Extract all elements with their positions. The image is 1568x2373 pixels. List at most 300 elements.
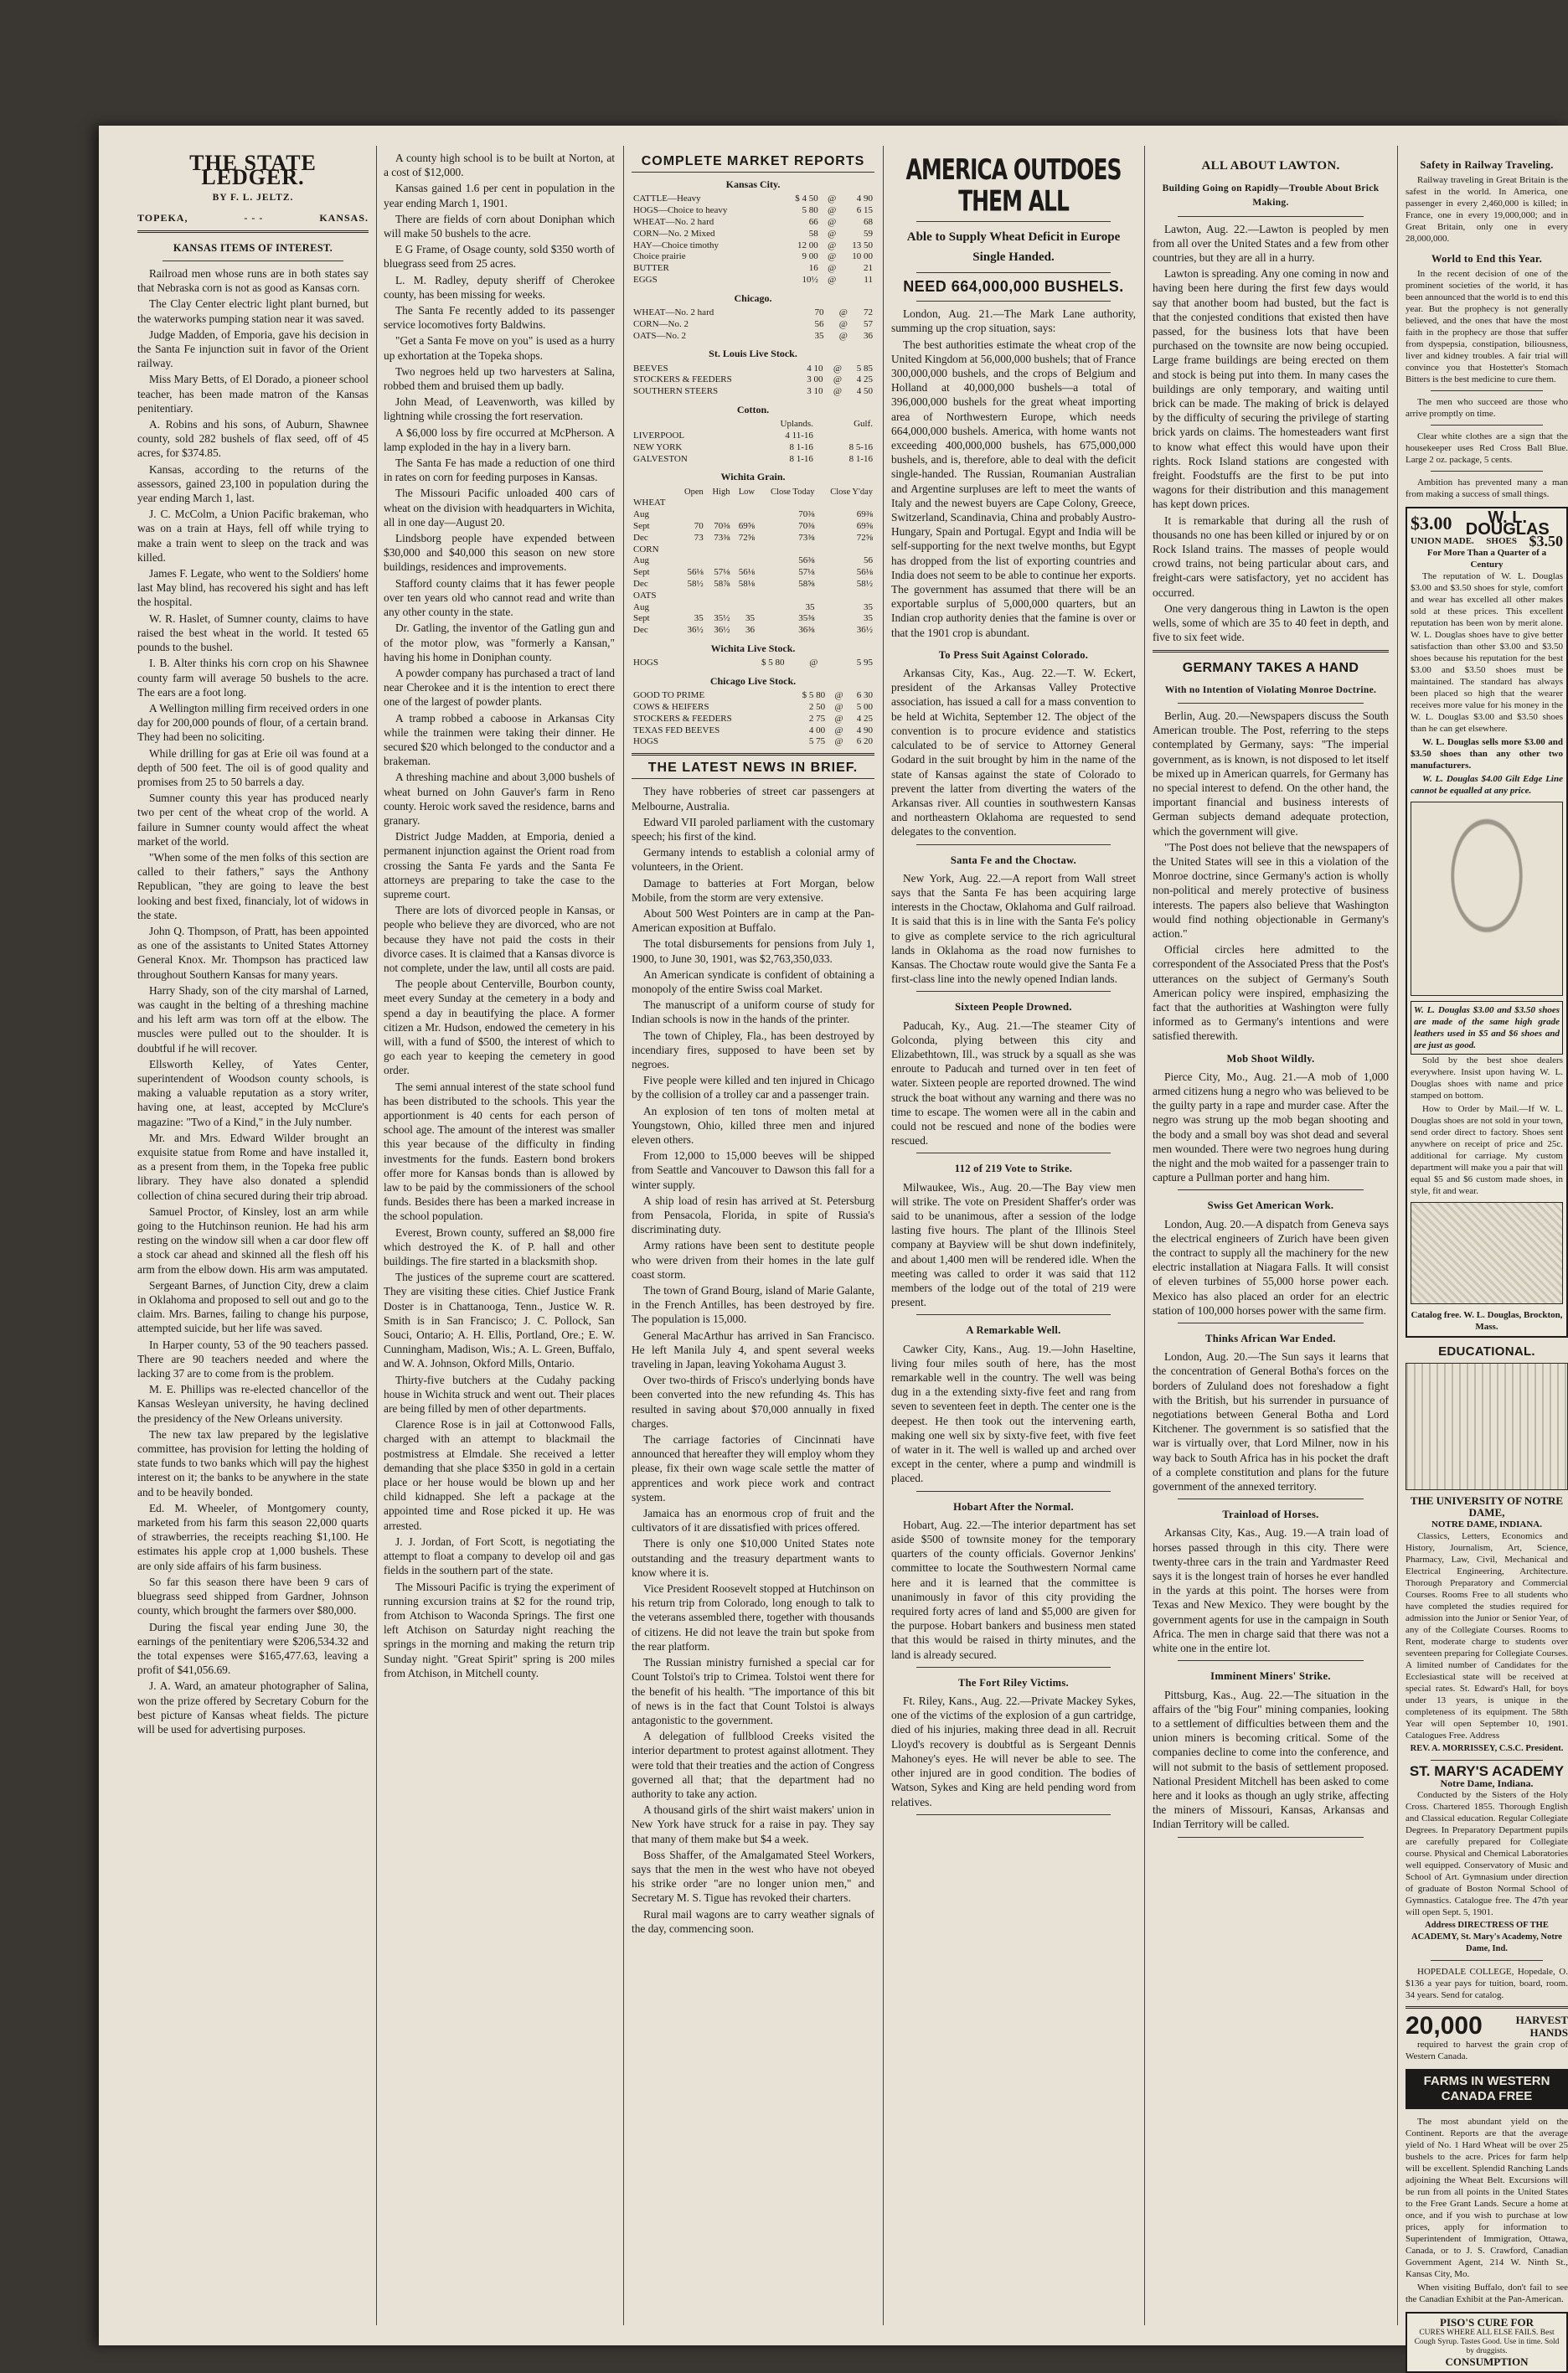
harvest-words xyxy=(1516,2014,1568,2039)
grain-cell: 36⅜ xyxy=(798,625,815,636)
market-cell: 8 5-16 xyxy=(848,441,873,452)
kansas-item: So far this season there have been 9 cars of bluegrass seed shipped from Gardner, Johnson county, which brought the farmers over $80,000. xyxy=(137,1575,369,1617)
story-paragraph: Milwaukee, Wis., Aug. 20.—The Bay view men will strike. The vote on President Shaffer's order was said to be unanimous, after a session of the lodge lasting five hours. The plant of the Illinois Steel company at Bayview will be shut down indefinitely, and about 1,400 men will be rendered idle. When the meeting was called to order it was said that 112 members of the lodge out of the total of 219 were present. xyxy=(891,1180,1136,1309)
column-rule xyxy=(883,146,884,2325)
market-row xyxy=(632,275,874,286)
kansas-item: J. A. Ward, an amateur photographer of Salina, won the prize offered by Secretary Coburn for the best picture of Kansas wheat fields. The picture will be used for advertising purposes. xyxy=(137,1679,369,1736)
market-cell: 21 xyxy=(864,263,873,274)
market-row xyxy=(632,229,874,240)
news-item: There is only one $10,000 United States note outstanding and the treasury department wants to know where it is. xyxy=(632,1537,874,1579)
succeed-text: The men who succeed are those who arrive promptly on time. xyxy=(1406,397,1568,419)
market-cell: @ xyxy=(828,251,837,262)
story-paragraph: "The Post does not believe that the newspapers of the United States will see in this a violation of the Monroe doctrine, since Germany's action is wholly non-political and merely protective of business interests. The papers also believe that Washington would find nothing objectionable in Germany's action." xyxy=(1153,840,1389,940)
grain-cell: 58⅝ xyxy=(798,578,815,589)
grain-table-header xyxy=(632,487,874,498)
news-item: A delegation of fullblood Creeks visited the interior department to protest against allotment. They were told that their treaties and the action of Congress governed all that; that the department had no authority to take any action. xyxy=(632,1730,874,1800)
douglas-shoes: SHOES xyxy=(1486,536,1517,546)
story-paragraph: Pittsburg, Kas., Aug. 22.—The situation in the affairs of the "big Four" mining companies, looking to a settlement of difficulties between them and the union miners is becoming critical. Some of the companies decline to come into the conference, and will not submit to the basis of settlement proposed. National President Mitchell has been asked to come here and it looks as though an ugly strike, affecting the miners of Missouri, Kansas, Arkansas and Indian Territory will be called. xyxy=(1153,1688,1389,1831)
kansas-item: Railroad men whose runs are in both states say that Nebraska corn is not as good as Kansas corn. xyxy=(137,267,369,295)
market-cell: 4 90 xyxy=(856,193,873,204)
column-rule xyxy=(623,146,624,2325)
kansas-item: Samuel Proctor, of Kinsley, lost an arm while going to the Hutchinson reunion. He had his arm resting on the window sill when a car door flew off a stock car ahead and skinned all the flesh off his arm from the elbow down. His arm was amputated. xyxy=(137,1205,369,1276)
market-cell: 6 30 xyxy=(856,690,873,701)
divider xyxy=(1431,390,1543,391)
divider xyxy=(632,753,874,756)
grain-cell: 35 xyxy=(864,601,873,612)
news-item: From 12,000 to 15,000 beeves will be shipped from Seattle and Vancouver to Dawson this fall for a winter supply. xyxy=(632,1149,874,1191)
market-cell: CORN—No. 2 Mixed xyxy=(633,228,715,239)
masthead-state: KANSAS. xyxy=(319,211,369,224)
story-title: A Remarkable Well. xyxy=(966,1324,1061,1337)
divider xyxy=(1406,2006,1568,2009)
grain-cell: 72⅝ xyxy=(856,532,873,543)
story-paragraph: Ft. Riley, Kans., Aug. 22.—Private Mackey Sykes, one of the victims of the explosion of a gun cartridge, died of his injuries, making three dead in all. Recruit Lloyd's recovery is doubtful as is Sergeant Dennis Mahoney's eyes. He will never be able to see. The other injured are in good condition. The bodies of Watson, Sykes and King are held pending word from relatives. xyxy=(891,1695,1136,1808)
piso-ad xyxy=(1406,2312,1568,2373)
kansas-item: Kansas, according to the returns of the assessors, gained 23,100 in population during the year ending March 1, last. xyxy=(137,462,369,505)
market-cell: STOCKERS & FEEDERS xyxy=(633,374,732,385)
story-paragraph: Paducah, Ky., Aug. 21.—The steamer City of Golconda, plying between this city and Elizabethtown, Ill., was struck by a squall as she was enroute to Paducah and turned over in ten feet of water. Sixteen people are reported drowned. The wind struck the boat without any warning and there was no time to escape. The women were all in the cabin and could not be rescued and none of the bodies were rescued. xyxy=(891,1019,1136,1148)
market-row xyxy=(632,364,874,375)
market-cell: @ xyxy=(828,274,837,285)
grain-cell xyxy=(756,498,817,509)
market-cell: @ xyxy=(828,217,837,227)
grain-row xyxy=(632,509,874,521)
market-cell: 13 50 xyxy=(852,240,873,250)
grain-row xyxy=(632,533,874,544)
market-sections xyxy=(632,178,874,465)
grain-header-cell: Close Y'day xyxy=(830,487,873,497)
story-paragraph: Arkansas City, Kas., Aug. 19.—A train load of horses passed through in this city. There were twenty-three cars in the train and Yardmaster Reed says it is the longest train of horses he ever handled in the yards at this point. The horses were from Texas and New Mexico. They were bought by the government agents for use in the campaign in South Africa. The men in charge said that there was not a white one in the entire lot. xyxy=(1153,1526,1389,1655)
divider xyxy=(1431,1960,1543,1961)
grain-cell: Dec xyxy=(633,532,648,543)
grain-cell: 35 xyxy=(864,613,873,624)
kansas-item: Stafford county claims that it has fewer people over ten years old who cannot read and write than any other county in the state. xyxy=(384,576,615,619)
douglas-subbanner xyxy=(1411,535,1563,547)
douglas-edge: W. L. Douglas $4.00 Gilt Edge Line cannot be equalled at any price. xyxy=(1411,774,1563,796)
douglas-price-2: $3.50 xyxy=(1529,533,1563,549)
grain-cell: Dec xyxy=(633,625,648,636)
grain-cell: 36½ xyxy=(687,625,704,636)
kansas-item: The Missouri Pacific unloaded 400 cars of wheat on the division with headquarters in Wichita, all in one day—August 20. xyxy=(384,487,615,529)
douglas-box: W. L. Douglas $3.00 and $3.50 shoes are made of the same high grade leathers used in $5 and $6 shoes and are just as good. xyxy=(1411,1001,1563,1055)
kansas-item: The Clay Center electric light plant burned, but the waterworks pumping station near it was saved. xyxy=(137,297,369,325)
kansas-item: Sumner county this year has produced nearly two per cent of the wheat crop of the world. A failure in Sumner county would affect the wheat market of the world. xyxy=(137,792,369,848)
kansas-item: Judge Madden, of Emporia, gave his decision in the Santa Fe injunction suit in favor of the Orient railway. xyxy=(137,328,369,370)
market-section-title: Chicago Live Stock. xyxy=(709,674,797,687)
grain-cell: 35½ xyxy=(714,613,730,624)
grain-cell: 56⅛ xyxy=(738,567,755,578)
grain-cell xyxy=(731,544,756,556)
latest-news-body xyxy=(632,784,874,1936)
grain-cell: 70⅜ xyxy=(798,520,815,531)
grain-cell xyxy=(731,555,756,567)
harvest-word-1: HARVEST xyxy=(1515,2014,1568,2026)
story-paragraph: New York, Aug. 22.—A report from Wall street says that the Santa Fe has been acquiring large interests in the Choctaw, Oklahoma and Gulf railroad. It is said that this is in line with the Santa Fe's policy to give as complete service to the rich agricultural lands in Oklahoma as the road now furnishes to Kansas. The Choctaw route would give the Santa Fe a first-class line into the newly opened Indian lands. xyxy=(891,871,1136,986)
grain-cell xyxy=(705,509,732,521)
kansas-item: Everest, Brown county, suffered an $8,000 fire which destroyed the K. of P. hall and other buildings. The fire started in a blacksmith shop. xyxy=(384,1225,615,1268)
market-section-title: Kansas City. xyxy=(725,178,781,191)
grain-cell: Dec xyxy=(633,578,648,589)
grain-cell: Aug xyxy=(633,601,649,612)
story-paragraph: Berlin, Aug. 20.—Newspapers discuss the South American trouble. The Post, referring to the steps contemplated by Germany, says: "The imperial government, as is known, is not disposed to let itself be mixed up in American quarrels, for Germany has no special interest to defend. On the other hand, the important financial and business interests of German subjects demand adequate protection, which the government will give. xyxy=(1153,709,1389,838)
kansas-item: John Mead, of Leavenworth, was killed by lightning while crossing the fort reservation. xyxy=(384,395,615,423)
news-item: The Russian ministry furnished a special car for Count Tolstoi's trip to Crimea. Tolstoi went there for the benefit of his health. "The importance of this bit of news is in the fact that Count Tolstoi is always antagonistic to the government. xyxy=(632,1656,874,1726)
market-cell: Uplands. xyxy=(780,419,813,430)
market-cell xyxy=(815,442,822,454)
grain-header-cell: Close Today xyxy=(771,487,815,497)
douglas-price-1: $3.00 xyxy=(1411,513,1452,534)
kansas-item: A Wellington milling firm received orders in one day for 200,000 pounds of flour, of a certain brand. They had been no soliciting. xyxy=(137,701,369,744)
grain-row xyxy=(632,613,874,625)
safety-text: Railway traveling in Great Britain is the safest in the world. In America, one passenger in every 2,460,000 is killed; in France, one in every 19,000,000; and in Great Britain, only one in every 28,000,000. xyxy=(1406,175,1568,244)
news-item: General MacArthur has arrived in San Francisco. He left Manila July 4, and spent several weeks traveling in Japan, leaving Yokohama August 3. xyxy=(632,1328,874,1371)
kansas-item: Lindsborg people have expended between $30,000 and $40,000 this season on new store buildings, residences and improvements. xyxy=(384,532,615,574)
hopedale-ad: HOPEDALE COLLEGE, Hopedale, O. $136 a year pays for tuition, board, room. 34 years. Send for catalog. xyxy=(1406,1967,1568,2000)
market-cell: HOGS—Choice to heavy xyxy=(633,205,728,216)
notre-dame-place: NOTRE DAME, INDIANA. xyxy=(1431,1519,1542,1530)
market-cell: EGGS xyxy=(633,274,658,285)
grain-header-cell: Open xyxy=(684,487,704,497)
douglas-name: W. L. DOUGLAS xyxy=(1465,508,1550,539)
market-cell: 10½ xyxy=(802,274,818,285)
kansas-item: Thirty-five butchers at the Cudahy packing house in Wichita struck and went out. Their places are being filled by men of other departments. xyxy=(384,1373,615,1416)
column-2 xyxy=(384,151,615,2320)
kansas-item: "Get a Santa Fe move on you" is used as a hurry up exhortation at the Topeka shops. xyxy=(384,334,615,362)
grain-header-cell xyxy=(632,487,677,498)
market-cell: @ xyxy=(838,318,848,329)
grain-row xyxy=(632,625,874,637)
market-cell: @ xyxy=(834,713,843,724)
grain-table xyxy=(632,487,874,637)
america-stories xyxy=(891,648,1136,1815)
latest-news-heading: THE LATEST NEWS IN BRIEF. xyxy=(632,761,874,779)
market-cell: 2 50 xyxy=(808,701,826,712)
market-row xyxy=(632,263,874,275)
grain-cell: Sept xyxy=(633,520,650,531)
story-paragraph: London, Aug. 20.—The Sun says it learns that the concentration of General Botha's forces on the borders of Zululand does not foreshadow a fight with the British, but his surrender in pursuance of negotiations between General Botha and Lord Kitchener. The government is so satisfied that the war is virtually over, that Lord Milner, now in his way back to South Africa has in his pocket the draft of a complete constitution and plans for the future government of the annexed territory. xyxy=(1153,1350,1389,1493)
column-1 xyxy=(137,151,369,2320)
germany-deck: With no Intention of Violating Monroe Doctrine. xyxy=(1164,684,1377,695)
kansas-item: The justices of the supreme court are scattered. They are visiting these cities. Chief Justice Frank Doster is in Chattanooga, Tenn., Justice W. R. Smith is in San Francisco; J. C. Pollock, San Souci, Ontario; A. H. Ellis, Portland, Ore.; E. W. Cunningham, Madison, Wis.; A. L. Green, Buffalo, and W. A. Johnson, Okford Mills, Ontario. xyxy=(384,1271,615,1370)
market-cell: 5 85 xyxy=(856,363,873,374)
news-item: Germany intends to establish a colonial army of volunteers, in the Orient. xyxy=(632,846,874,874)
market-cell: 5 80 xyxy=(802,205,818,216)
kansas-item: There are lots of divorced people in Kansas, or people who believe they are divorced, who are not because they have not paid the costs in their divorce cases. It is claimed that a Kansas divorce is not complete, under the law, until all costs are paid. xyxy=(384,904,615,974)
market-cell: @ xyxy=(838,330,848,341)
harvest-text: The most abundant yield on the Continent. Reports are that the average yield of No. 1 Hard Wheat will be over 25 bushels to the acre. Prices for farm help will be excellent. Splendid Ranching Lands adjoining the Wheat Belt. Excursions will be run from all points in the United States to the Free Grant Lands. Secure a home at once, and if you wish to purchase at low prices, apply for information to Superintendent of Immigration, Ottawa, Canada, or to J. S. Crawford, Canadian Government Agent, 214 W. Ninth St., Kansas City, Mo. xyxy=(1406,2117,1568,2279)
market-cell: CORN—No. 2 xyxy=(633,318,689,329)
news-item: The town of Chipley, Fla., has been destroyed by incendiary fires, supposed to have been set by negroes. xyxy=(632,1029,874,1070)
market-cell: Choice prairie xyxy=(633,251,686,262)
market-table xyxy=(632,307,874,342)
market-cell: 5 95 xyxy=(856,658,873,668)
market-row xyxy=(632,319,874,331)
kansas-item: A tramp robbed a caboose in Arkansas City while the trainmen were taking their dinner. He secured $20 which belonged to the conductor and a brakeman. xyxy=(384,711,615,768)
market-cell: LIVERPOOL xyxy=(633,430,685,441)
column-3 xyxy=(632,151,874,2320)
story-paragraph: London, Aug. 20.—A dispatch from Geneva says the electrical engineers of Zurich have been given the contract to supply all the machinery for the new electric installation at Niagara Falls. It will consist of eleven turbines of 55,000 horse power each. Mexico has also placed an order for an electric station of 100,000 horses power with the same firm. xyxy=(1153,1217,1389,1317)
kansas-item: I. B. Alter thinks his corn crop on his Shawnee county farm will average 50 bushels to the acre. The ears are a foot long. xyxy=(137,657,369,699)
st-marys-text: Conducted by the Sisters of the Holy Cross. Chartered 1855. Thorough English and Classical education. Regular Collegiate Degrees. In Preparatory Department pupils are carefully prepared for Collegiate course. Physical and Chemical Laboratories well equipped. Conservatory of Music and School of Art. Gymnasium under direction of graduate of Boston Normal School of Gymnastics. Catalogue free. The 47th year will open Sept. 5, 1901. xyxy=(1406,1790,1568,1917)
market-cell: 66 xyxy=(808,217,818,227)
column-rule xyxy=(1144,146,1145,2325)
market-cell: $ 4 50 xyxy=(795,193,818,204)
kansas-item: James F. Legate, who went to the Soldiers' home last May blind, has recovered his sight and has left the hospital. xyxy=(137,567,369,609)
market-cell: 4 90 xyxy=(856,725,873,735)
market-row xyxy=(632,419,874,431)
market-cell: @ xyxy=(838,307,848,317)
market-cell: 11 xyxy=(864,274,873,285)
grain-cell: 57⅛ xyxy=(714,567,730,578)
market-cell xyxy=(815,419,822,431)
kansas-item: The Missouri Pacific is trying the experiment of running excursion trains at $2 for the round trip, from Atchison to Waconda Springs. The first one left Atchison on Saturday night reaching the springs in the morning and making the return trip Sunday night. "Great Spirit" spring is 200 miles from Atchison, in Mitchell county. xyxy=(384,1580,615,1679)
market-table xyxy=(632,419,874,465)
grain-cell xyxy=(677,509,705,521)
market-cell: 72 xyxy=(864,307,873,317)
grain-cell: 57⅛ xyxy=(798,567,815,578)
grain-cell xyxy=(677,602,705,614)
market-row xyxy=(632,386,874,398)
grain-row xyxy=(632,602,874,614)
divider xyxy=(916,221,1111,222)
news-item: A thousand girls of the shirt waist makers' union in New York have struck for a raise in pay. They say that many of them make but $4 a week. xyxy=(632,1803,874,1845)
market-table xyxy=(632,658,874,669)
grain-row xyxy=(632,521,874,533)
masthead-title: THE STATE LEDGER. xyxy=(189,151,317,190)
kansas-item: J. J. Jordan, of Fort Scott, is negotiating the attempt to float a company to develop oil and gas fields in the southern part of the state. xyxy=(384,1535,615,1577)
divider xyxy=(1431,471,1543,472)
market-cell: WHEAT—No. 2 hard xyxy=(633,307,714,317)
grain-cell xyxy=(756,544,817,556)
grain-table-body xyxy=(632,498,874,637)
market-cell: OATS—No. 2 xyxy=(633,330,686,341)
market-cell: @ xyxy=(828,228,837,239)
news-item: An American syndicate is confident of obtaining a monopoly of the entire Swiss coal Market. xyxy=(632,967,874,995)
divider xyxy=(1178,216,1364,217)
america-body xyxy=(891,307,1136,640)
grain-cell xyxy=(705,555,732,567)
market-cell: 16 xyxy=(808,263,818,274)
market-cell: 4 25 xyxy=(856,374,873,385)
column-rule xyxy=(1397,146,1398,2325)
grain-cell: 56⅛ xyxy=(856,567,873,578)
douglas-portrait-image xyxy=(1411,802,1563,996)
market-cell: 68 xyxy=(864,217,873,227)
market-cell: BEEVES xyxy=(633,363,668,374)
market-cell: @ xyxy=(828,240,837,250)
story-paragraph: Lawton is spreading. Any one coming in now and having been here during the first few days would say that another boom had busted, but the fact is that the conjested conditions that existed then have passed, for the business lots that have been purchased on the townsite are now being occupied. Large frame buildings are being erected on them and stock is being put into them. In many cases the buildings are only temporary, and waiting until brick can be made. The making of brick is delayed by the difficulty of securing the privilege of starting brick yards on claims. The homesteaders want first to know what effect this would have upon their rights. Rock Island stations are congested with freight. Foodstuffs are the first to be put into wagons for their distribution and this management has kept down prices. xyxy=(1153,267,1389,511)
grain-cell xyxy=(705,498,732,509)
grain-cell xyxy=(756,591,817,602)
column-4 xyxy=(891,151,1136,2320)
market-cell: @ xyxy=(834,725,843,735)
lawton-body xyxy=(1153,222,1389,645)
story-title: The Fort Riley Victims. xyxy=(958,1676,1069,1689)
notre-dame-sign: REV. A. MORRISSEY, C.S.C. President. xyxy=(1410,1744,1564,1753)
grain-cell: 56 xyxy=(864,555,873,566)
market-cell: 58 xyxy=(808,228,818,239)
masthead-dashes: - - - xyxy=(244,211,264,224)
market-cell: 8 1-16 xyxy=(789,441,813,452)
grain-cell: 73⅜ xyxy=(798,532,815,543)
lawton-deck: Building Going on Rapidly—Trouble About Brick Making. xyxy=(1162,183,1380,209)
market-row xyxy=(632,217,874,229)
kansas-item: E G Frame, of Osage county, sold $350 worth of bluegrass seed from 25 acres. xyxy=(384,243,615,271)
kansas-item: Ellsworth Kelley, of Yates Center, superintendent of Woodson county schools, is making a valuable reputation as a story writer, having one, at least, accepted by McClure's magazine: "Two of a Kind," in the July number. xyxy=(137,1057,369,1128)
kansas-item: A powder company has purchased a tract of land near Cherokee and it is the intention to erect there one of the largest of powder plants. xyxy=(384,666,615,709)
market-cell xyxy=(822,431,874,442)
grain-cell xyxy=(731,602,756,614)
market-row xyxy=(632,454,874,466)
grain-cell: Sept xyxy=(633,613,650,624)
safety-title: Safety in Railway Traveling. xyxy=(1420,159,1554,171)
grain-cell: 36 xyxy=(745,625,755,636)
grain-cell xyxy=(677,498,705,509)
market-cell: TEXAS FED BEEVES xyxy=(633,725,720,735)
news-item: A ship load of resin has arrived at St. Petersburg from Pensacola, Florida, in spite of Russia's discriminating duty. xyxy=(632,1194,874,1236)
story-paragraph: Arkansas City, Kas., Aug. 22.—T. W. Eckert, president of the Arkansas Valley Protective association, has issued a call for a mass convention to be held at Wichita, September 12. The object of the convention is to procure evidence and statistics calculated to be of service to Attorney General Godard in the suit brought by him in the name of the state of Kansas against the state of Colorado to prevent the latter from diverting the waters of the Arkansas river. All counties in southwestern Kansas and northeastern Oklahoma are requested to send delegates to the convention. xyxy=(891,667,1136,838)
kansas-item: There are fields of corn about Doniphan which will make 50 bushels to the acre. xyxy=(384,212,615,240)
st-marys-place: Notre Dame, Indiana. xyxy=(1440,1777,1534,1789)
douglas-sold: Sold by the best shoe dealers everywhere. Insist upon having W. L. Douglas shoes with name and price stamped on bottom. xyxy=(1411,1055,1563,1101)
kansas-item: A $6,000 loss by fire occurred at McPherson. A lamp exploded in the hay in a livery barn. xyxy=(384,426,615,453)
kansas-item: "When some of the men folks of this section are called to their fathers," says the Anthony Republican, "they are going to leave the best looking and best fixed, financialy, lot of widows in the state. xyxy=(137,850,369,921)
story-title: Thinks African War Ended. xyxy=(1205,1333,1336,1345)
piso-line-2: CURES WHERE ALL ELSE FAILS. Best Cough Syrup. Tastes Good. Use in time. Sold by druggists. xyxy=(1414,2329,1560,2355)
kansas-item: A county high school is to be built at Norton, at a cost of $12,000. xyxy=(384,152,615,179)
news-item: About 500 West Pointers are in camp at the Pan-American exposition at Buffalo. xyxy=(632,906,874,935)
story-title: Swiss Get American Work. xyxy=(1207,1199,1334,1212)
story-title: 112 of 219 Vote to Strike. xyxy=(954,1163,1073,1175)
market-cell: 9 00 xyxy=(802,251,818,262)
divider xyxy=(1178,1837,1364,1838)
market-section-title: St. Louis Live Stock. xyxy=(709,348,797,360)
divider xyxy=(916,991,1111,992)
kansas-item: During the fiscal year ending June 30, the earnings of the penitentiary were $206,534.32 and the total expenses were $165,477.63, leaving a profit of $41,056.69. xyxy=(137,1620,369,1677)
st-marys-address: Address DIRECTRESS OF THE ACADEMY, St. Mary's Academy, Notre Dame, Ind. xyxy=(1411,1921,1562,1953)
grain-row xyxy=(632,498,874,509)
ambition-text: Ambition has prevented many a man from making a success of small things. xyxy=(1406,477,1568,499)
grain-cell: 73⅜ xyxy=(714,532,730,543)
kansas-item: A threshing machine and about 3,000 bushels of wheat burned on John Gauver's farm in Reno county. Heroic work saved the residence, barns and granary. xyxy=(384,771,615,827)
divider xyxy=(1153,650,1389,653)
america-subdeck: NEED 664,000,000 BUSHELS. xyxy=(903,278,1124,295)
kansas-item: L. M. Radley, deputy sheriff of Cherokee county, has been missing for weeks. xyxy=(384,273,615,301)
lawton-headline: ALL ABOUT LAWTON. xyxy=(1201,159,1340,173)
divider xyxy=(1431,1760,1543,1761)
market-cell: WHEAT—No. 2 hard xyxy=(633,217,714,227)
kansas-item: Harry Shady, son of the city marshal of Larned, was caught in the belting of a threshing machine and his left arm was torn off at the elbow. The muscles were pulled out to the shoulder. It is doubtful if he will recover. xyxy=(137,983,369,1055)
kansas-items-body xyxy=(137,266,369,1736)
story-title: Imminent Miners' Strike. xyxy=(1210,1670,1331,1683)
market-cell: 70 xyxy=(814,307,824,317)
market-cell: @ xyxy=(809,658,818,668)
grain-row xyxy=(632,555,874,567)
market-row xyxy=(632,331,874,343)
news-item: They have robberies of street car passengers at Melbourne, Australia. xyxy=(632,785,874,812)
market-cell: 36 xyxy=(864,330,873,341)
divider xyxy=(916,272,1111,273)
grain-cell xyxy=(731,509,756,521)
grain-row xyxy=(632,579,874,591)
grain-header-cell: High xyxy=(712,487,730,497)
market-cell: COWS & HEIFERS xyxy=(633,701,709,712)
notre-dame-text: Classics, Letters, Economics and History, Journalism, Art, Science, Pharmacy, Law, Civil, Mechanical and Electrical Engineering, Architecture. Thorough Preparatory and Commercial Courses. Rooms Free to all students who have completed the studies required for admission into the Junior or Senior Year, of any of the Collegiate Courses. Rooms to Rent, moderate charge to students over seventeen preparing for Collegiate Courses. A limited number of Candidates for the Ecclesiastical state will be received at special rates. St. Edward's Hall, for boys under 13 years, is unique in the completeness of its equipment. The 58th Year will open September 10, 1901. Catalogues Free. Address xyxy=(1406,1531,1568,1741)
divider xyxy=(916,1491,1111,1492)
grain-cell xyxy=(817,591,875,602)
grain-cell: 58½ xyxy=(687,578,704,589)
grain-cell: 73 xyxy=(694,532,704,543)
market-cell: @ xyxy=(833,374,843,385)
story-title: Santa Fe and the Choctaw. xyxy=(950,854,1077,866)
notre-dame-campus-image xyxy=(1406,1363,1568,1490)
america-deck: Able to Supply Wheat Deficit in Europe Single Handed. xyxy=(906,230,1121,264)
news-item: The carriage factories of Cincinnati have announced that hereafter they will employ whom they please, fix their own wage scale settle the matter of apprentices and work piece work and contract system. xyxy=(632,1433,874,1504)
piso-line-3: CONSUMPTION xyxy=(1445,2355,1529,2368)
germany-headline: GERMANY TAKES A HAND xyxy=(1182,660,1359,675)
market-row xyxy=(632,251,874,263)
grain-cell: 35 xyxy=(694,613,704,624)
germany-body xyxy=(1153,709,1389,1044)
grain-title: Wichita Grain. xyxy=(720,471,786,483)
grain-cell: WHEAT xyxy=(633,498,666,508)
market-table xyxy=(632,193,874,286)
douglas-union: UNION MADE. xyxy=(1411,536,1474,546)
divider xyxy=(1431,425,1543,426)
grain-cell: 35⅜ xyxy=(798,613,815,624)
market-cell: 56 xyxy=(814,318,824,329)
grain-cell: 72⅝ xyxy=(738,532,755,543)
grain-cell: Aug xyxy=(633,555,649,566)
market-table xyxy=(632,690,874,748)
kansas-item: John Q. Thompson, of Pratt, has been appointed as one of the assistants to United States Attorney General Knox. Mr. Thompson has practiced law throughout Southern Kansas for many years. xyxy=(137,924,369,981)
market-row xyxy=(632,736,874,748)
douglas-text-2: W. L. Douglas sells more $3.00 and $3.50 shoes than any other two manufacturers. xyxy=(1411,737,1563,771)
market-row xyxy=(632,205,874,217)
kansas-items-heading: KANSAS ITEMS OF INTEREST. xyxy=(173,241,333,254)
market-row xyxy=(632,240,874,252)
divider xyxy=(916,1314,1111,1315)
grain-cell: 35 xyxy=(805,601,815,612)
story-paragraph: Cawker City, Kans., Aug. 19.—John Haseltine, living four miles south of here, has the most remarkable well in the country. The well was being dug in a the extending sixty-five feet and rang from seven to seventeen feet in depth. The center one is the deepest. He then took out the intervening earth, making one well six by sixty-five feet, with five feet of water in it. The well is walled up and arched over except in the center, where a pump and windmill is placed. xyxy=(891,1342,1136,1485)
clothes-text: Clear white clothes are a sign that the housekeeper uses Red Cross Ball Blue. Large 2 oz. package, 5 cents. xyxy=(1406,431,1568,465)
market-row xyxy=(632,307,874,319)
story-title: Hobart After the Normal. xyxy=(953,1500,1074,1513)
market-row xyxy=(632,658,874,669)
market-cell: HOGS xyxy=(633,658,658,668)
shoe-illustration xyxy=(1411,1202,1563,1304)
divider xyxy=(1178,703,1364,704)
market-cell: 4 50 xyxy=(856,386,873,397)
market-cell: GOOD TO PRIME xyxy=(633,690,705,701)
market-row xyxy=(632,725,874,737)
world-text: In the recent decision of one of the prominent societies of the world, it has been announced that the world is to end this year. But the prophecy is not generally believed, and the ones that have the most faith in the prophecy are those that suffer from dyspepsia, constipation, biliousness, liver and kidney troubles. A fair trial will convince you that Hostetter's Stomach Bitters is the best medicine to cure them. xyxy=(1406,269,1568,384)
news-item: The total disbursements for pensions from July 1, 1900, to June 30, 1901, was $2,763,350,033. xyxy=(632,937,874,965)
market-row xyxy=(632,690,874,702)
kansas-item: Sergeant Barnes, of Junction City, drew a claim in Oklahoma and proposed to sell out and go to the claim. Mrs. Barnes, failing to change his purpose, attempted suicide, but her life was saved. xyxy=(137,1278,369,1335)
story-title: Mob Shoot Wildly. xyxy=(1226,1052,1315,1065)
market-cell: @ xyxy=(833,363,843,374)
kansas-item: District Judge Madden, at Emporia, denied a permanent injunction against the Orient road from crossing the Santa Fe yards and the Santa Fe attorneys are preparing to take the case to the supreme court. xyxy=(384,830,615,900)
grain-cell: 70⅜ xyxy=(798,509,815,520)
market-cell: 5 75 xyxy=(808,736,826,747)
market-section-title: Cotton. xyxy=(736,403,770,415)
market-cell: NEW YORK xyxy=(633,441,683,452)
grain-cell: 69⅝ xyxy=(856,520,873,531)
market-cell: GALVESTON xyxy=(633,453,688,464)
grain-cell xyxy=(731,591,756,602)
kansas-item: Two negroes held up two harvesters at Salina, robbed them and bruised them up badly. xyxy=(384,364,615,393)
